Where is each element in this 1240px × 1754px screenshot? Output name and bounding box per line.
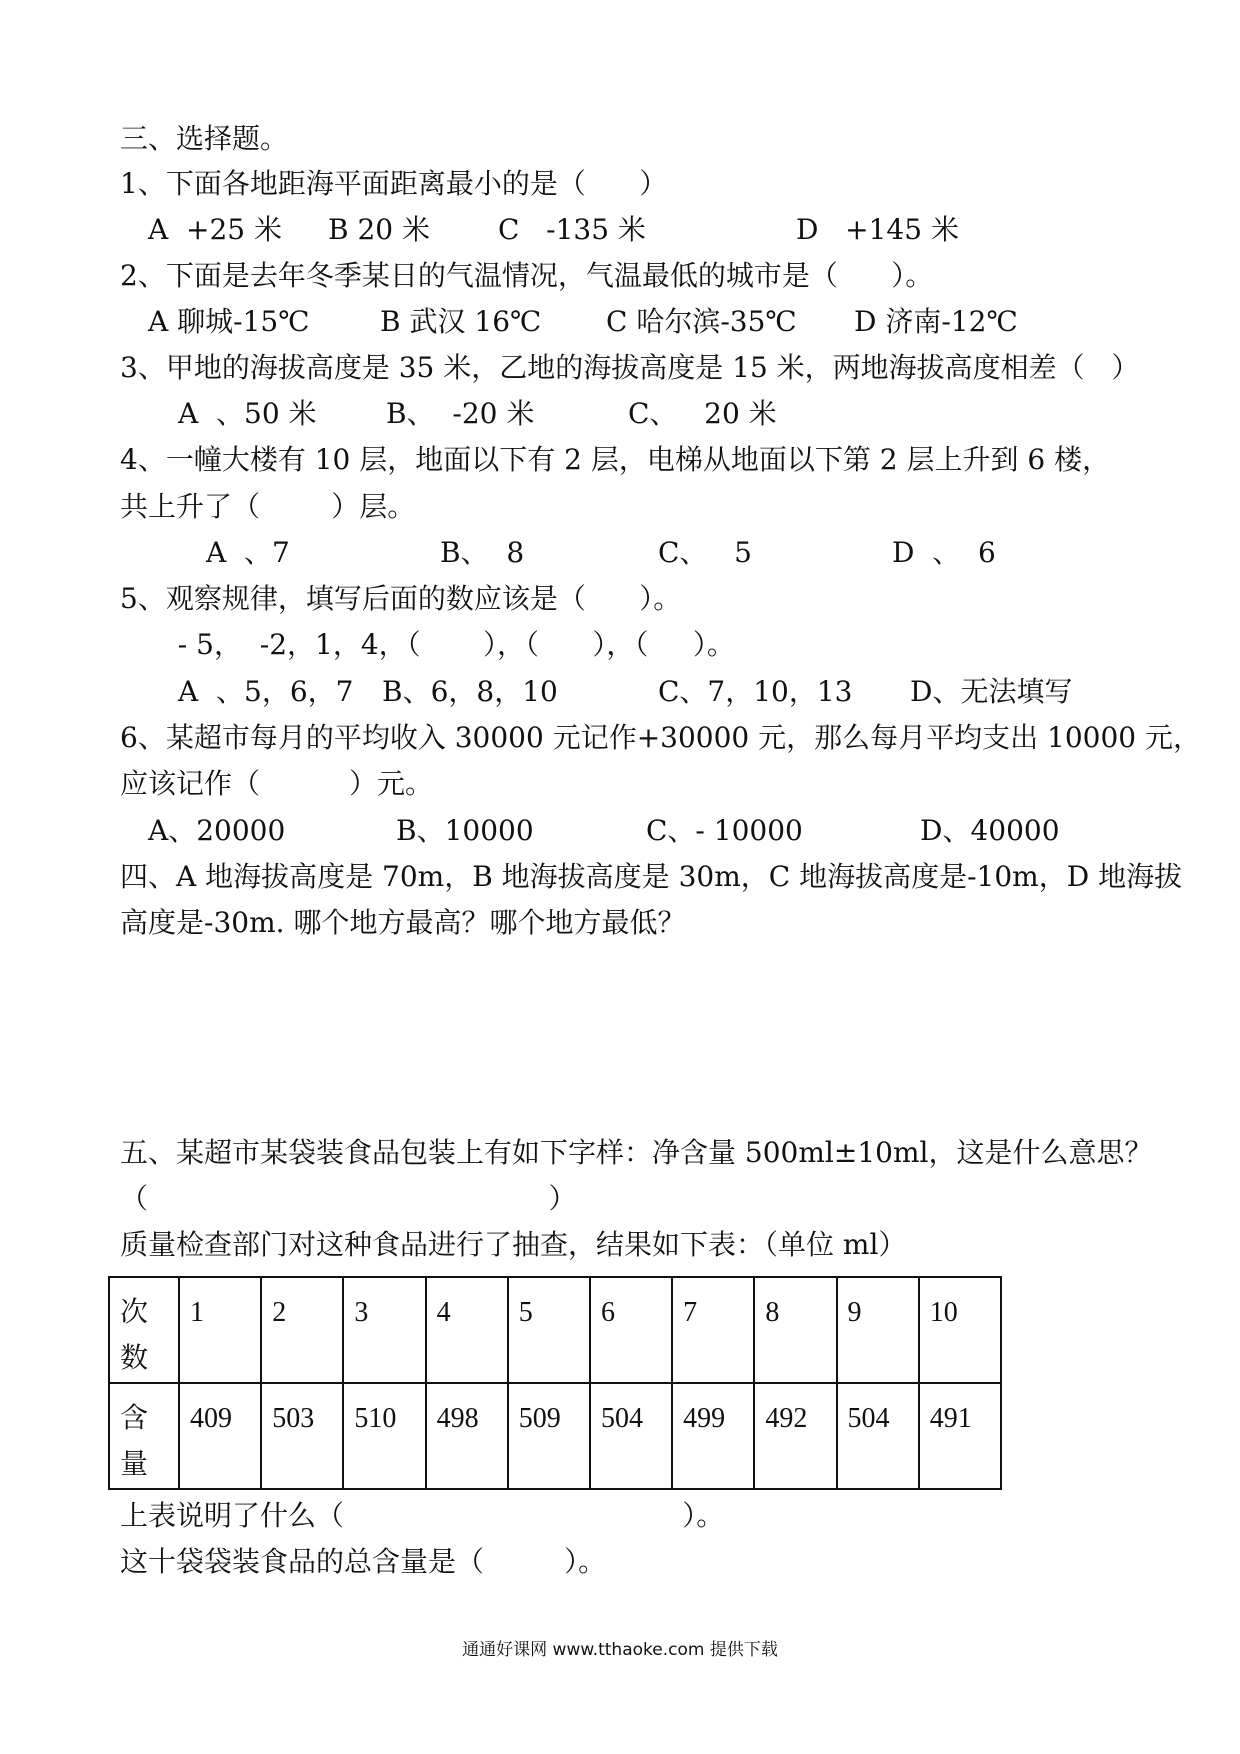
question-1-stem: 1、下面各地距海平面距离最小的是（ ）	[120, 167, 668, 200]
q2-option-c: C 哈尔滨-35℃	[606, 305, 797, 338]
q6-option-b: B、10000	[396, 814, 534, 847]
q4-option-b: B、 8	[440, 536, 525, 569]
q1-option-b: B 20 米	[328, 213, 431, 246]
q5-option-c: C、7，10，13	[658, 675, 853, 708]
q2-option-b: B 武汉 16℃	[380, 305, 542, 338]
q1-option-a: A +25 米	[148, 213, 283, 246]
table-cell: 5	[508, 1277, 590, 1383]
table-cell: 1	[179, 1277, 261, 1383]
section-5-question-total: 这十袋袋装食品的总含量是（ ）。	[120, 1545, 607, 1578]
q3-option-b: B、 -20 米	[386, 397, 535, 430]
section-4-line-1: 四、A 地海拔高度是 70m，B 地海拔高度是 30m，C 地海拔高度是-10m，D 地海拔	[120, 860, 1183, 893]
table-cell: 504	[837, 1383, 919, 1489]
q1-option-d: D +145 米	[796, 213, 959, 246]
section-5-answer-blank: （ ）	[120, 1182, 577, 1215]
q4-option-d: D 、 6	[892, 536, 996, 569]
question-4-stem-line-2: 共上升了（ ）层。	[120, 490, 416, 523]
table-cell: 10	[919, 1277, 1001, 1383]
question-6-stem-line-2: 应该记作（ ）元。	[120, 767, 434, 800]
q5-option-b: B、6，8，10	[382, 675, 558, 708]
table-row	[109, 1277, 1001, 1383]
table-cell: 3	[343, 1277, 425, 1383]
table-cell: 8	[754, 1277, 836, 1383]
question-6-stem-line-1: 6、某超市每月的平均收入 30000 元记作+30000 元，那么每月平均支出 10000 元，	[120, 721, 1201, 754]
table-cell: 509	[508, 1383, 590, 1489]
sampling-table	[108, 1276, 1002, 1490]
q3-option-c: C、 20 米	[628, 397, 777, 430]
table-cell: 510	[343, 1383, 425, 1489]
q5-option-a: A 、5，6，7	[178, 675, 354, 708]
question-5-sequence: - 5， -2，1，4，（ ），（ ），（ ）。	[160, 628, 735, 661]
row-header-amount: 含量	[109, 1383, 179, 1489]
q5-option-d: D、无法填写	[910, 675, 1073, 708]
section-5-question-what: 上表说明了什么（ ）。	[120, 1499, 725, 1532]
section-3-heading: 三、选择题。	[120, 122, 289, 155]
q6-option-d: D、40000	[920, 814, 1060, 847]
table-cell: 409	[179, 1383, 261, 1489]
q3-option-a: A 、50 米	[178, 397, 317, 430]
q2-option-a: A 聊城-15℃	[148, 305, 310, 338]
q1-option-c: C -135 米	[498, 213, 646, 246]
table-cell: 7	[672, 1277, 754, 1383]
q4-option-a: A 、7	[206, 536, 290, 569]
q6-option-c: C、- 10000	[646, 814, 803, 847]
row-header-count: 次数	[109, 1277, 179, 1383]
footer-credit: 通通好课网 www.tthaoke.com 提供下载	[462, 1640, 778, 1660]
table-cell: 504	[590, 1383, 672, 1489]
section-4-line-2: 高度是-30m. 哪个地方最高？哪个地方最低？	[120, 906, 686, 939]
question-4-stem-line-1: 4、一幢大楼有 10 层，地面以下有 2 层，电梯从地面以下第 2 层上升到 6 楼，	[120, 443, 1111, 476]
section-5-line-1: 五、某超市某袋装食品包装上有如下字样：净含量 500ml±10ml，这是什么意思？	[120, 1136, 1153, 1169]
table-cell: 498	[426, 1383, 508, 1489]
question-5-stem: 5、观察规律，填写后面的数应该是（ ）。	[120, 582, 682, 615]
question-3-stem: 3、甲地的海拔高度是 35 米，乙地的海拔高度是 15 米，两地海拔高度相差（ ）	[120, 351, 1140, 384]
table-cell: 2	[261, 1277, 343, 1383]
table-cell: 499	[672, 1383, 754, 1489]
table-cell: 491	[919, 1383, 1001, 1489]
q2-option-d: D 济南-12℃	[854, 305, 1018, 338]
q4-option-c: C、 5	[658, 536, 752, 569]
table-cell: 9	[837, 1277, 919, 1383]
table-cell: 4	[426, 1277, 508, 1383]
question-2-stem: 2、下面是去年冬季某日的气温情况，气温最低的城市是（ ）。	[120, 259, 934, 292]
table-row	[109, 1383, 1001, 1489]
table-cell: 492	[754, 1383, 836, 1489]
table-cell: 6	[590, 1277, 672, 1383]
table-cell: 503	[261, 1383, 343, 1489]
q6-option-a: A、20000	[148, 814, 286, 847]
section-5-table-intro: 质量检查部门对这种食品进行了抽查，结果如下表：（单位 ml）	[120, 1228, 907, 1261]
